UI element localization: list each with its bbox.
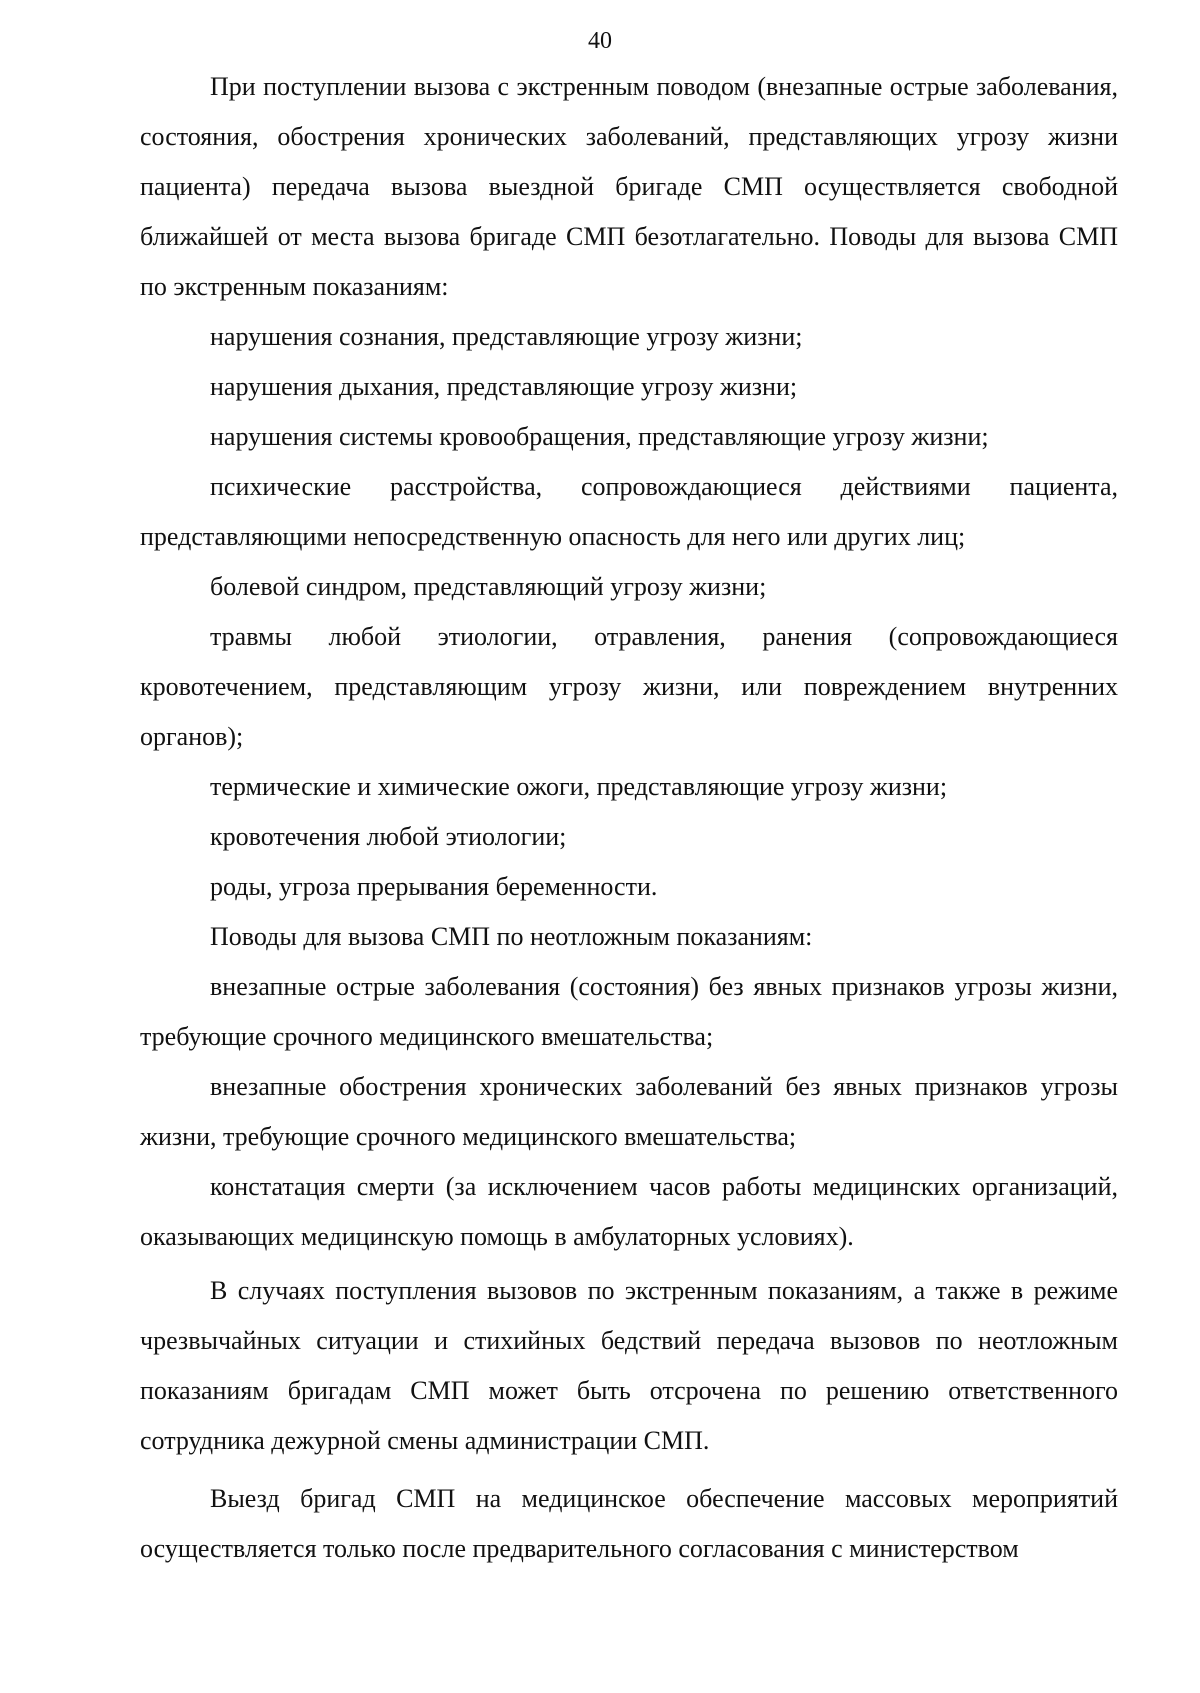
list-item-childbirth: роды, угроза прерывания беременности.: [210, 872, 658, 901]
paragraph-mass-events: Выезд бригад СМП на медицинское обеспечение массовых мероприятий осуществляется только после предварительного согласования с министерством: [140, 1484, 1118, 1563]
list-item-sudden-illness: внезапные острые заболевания (состояния) без явных признаков угрозы жизни, требующие срочного медицинского вмешательства;: [140, 972, 1118, 1051]
list-item-burns: термические и химические ожоги, представляющие угрозу жизни;: [210, 772, 948, 801]
list-item-injuries: травмы любой этиологии, отравления, ранения (сопровождающиеся кровотечением, представляющим угрозу жизни, или повреждением внутренних органов);: [140, 622, 1118, 751]
list-item-bleeding: кровотечения любой этиологии;: [210, 822, 567, 851]
paragraph-urgent-reasons-heading: Поводы для вызова СМП по неотложным показаниям:: [210, 922, 813, 951]
list-item-circulation: нарушения системы кровообращения, представляющие угрозу жизни;: [210, 422, 989, 451]
list-item-mental-disorders: психические расстройства, сопровождающиеся действиями пациента, представляющими непосредственную опасность для него или других лиц;: [140, 472, 1118, 551]
list-item-death-confirmation: констатация смерти (за исключением часов работы медицинских организаций, оказывающих медицинскую помощь в амбулаторных условиях).: [140, 1172, 1118, 1251]
page-number: 40: [588, 28, 612, 54]
paragraph-deferral: В случаях поступления вызовов по экстренным показаниям, а также в режиме чрезвычайных ситуации и стихийных бедствий передача вызовов по неотложным показаниям бригадам СМП может быть отсрочена по решению ответственного сотрудника дежурной смены администрации СМП.: [140, 1276, 1118, 1455]
list-item-pain-syndrome: болевой синдром, представляющий угрозу жизни;: [210, 572, 767, 601]
paragraph-emergency-call-intro: При поступлении вызова с экстренным поводом (внезапные острые заболевания, состояния, обострения хронических заболеваний, представляющих угрозу жизни пациента) передача вызова выездной бригаде СМП осуществляется свободной ближайшей от места вызова бригаде СМП безотлагательно. Поводы для вызова СМП по экстренным показаниям:: [140, 72, 1118, 301]
list-item-consciousness: нарушения сознания, представляющие угрозу жизни;: [210, 322, 803, 351]
list-item-breathing: нарушения дыхания, представляющие угрозу жизни;: [210, 372, 798, 401]
body-text: [140, 62, 1118, 1574]
list-item-chronic-exacerbation: внезапные обострения хронических заболеваний без явных признаков угрозы жизни, требующие срочного медицинского вмешательства;: [140, 1072, 1118, 1151]
